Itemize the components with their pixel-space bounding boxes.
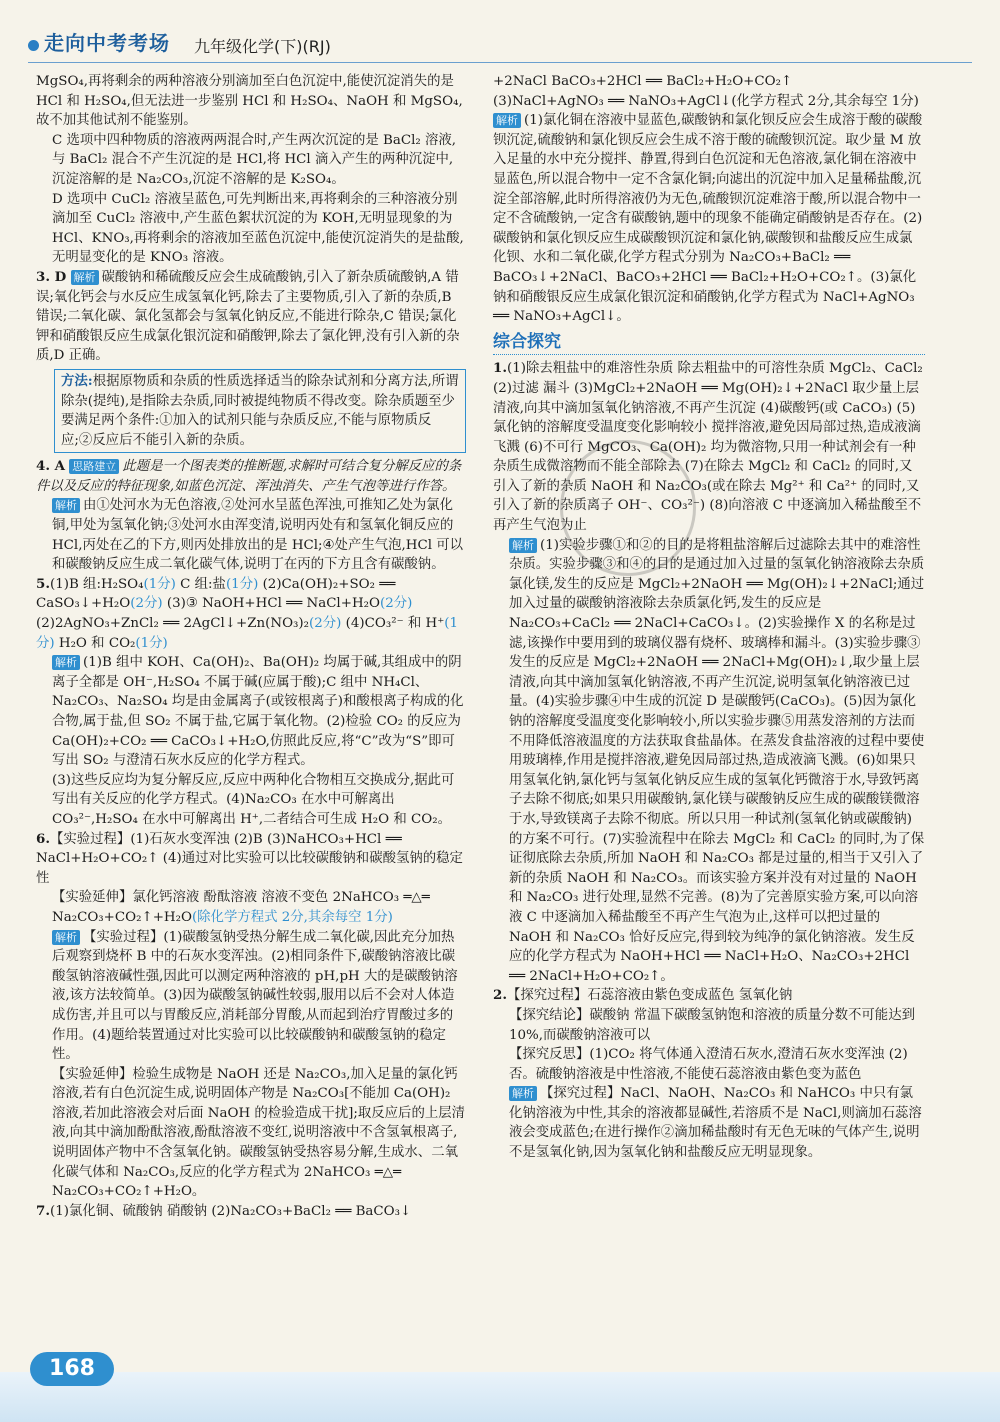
paragraph: 【实验过程】(1)石灰水变浑浊 (2)B (3)NaHCO₃+HCl ══ NaCl+H₂O+CO₂↑ (4)通过对比实验可以比较碳酸钠和碳酸氢钠的稳定性 [36,831,463,886]
analysis-tag: 解析 [52,655,80,670]
paragraph: MgSO₄,再将剩余的两种溶液分别滴加至白色沉淀中,能使沉淀消失的是 HCl 和 H₂SO₄,但无法进一步鉴别 HCl 和 H₂SO₄、NaOH 和 MgSO₄,故不加其他试剂不能鉴别。 [36,74,463,129]
paragraph: C 选项中四种物质的溶液两两混合时,产生两次沉淀的是 BaCl₂ 溶液,与 BaCl₂ 混合不产生沉淀的是 HCl,将 HCl 滴入产生的两种沉淀中,沉淀溶解的是 Na₂CO₃,沉淀不溶解的是 K₂SO₄。 [52,132,457,187]
footer-wave [0,1372,1000,1422]
answer-text: (1)B 组:H₂SO₄ [49,576,144,592]
paragraph: (1)B 组中 KOH、Ca(OH)₂、Ba(OH)₂ 均属于碱,其组成中的阴离子全都是 OH⁻,H₂SO₄ 不属于碱(应属于酸);C 组中 NH₄Cl、Na₂CO₃、Na₂SO₄ 均是由金属离子(或铵根离子)和酸根离子构成的化合物,属于盐,但 SO₂ 不属于盐,它属于氧化物。(2)检验 CO₂ 的反应为 Ca(OH)₂+CO₂ ══ CaCO₃↓+H₂O,仿照此反应,将“C”改为“S”即可写出 SO₂ 与澄清石灰水反应的化学方程式。 [52,655,464,769]
score: (除化学方程式 2分,其余每空 1分) [191,909,393,925]
paragraph: 【实验延伸】检验生成物是 NaOH 还是 Na₂CO₃,加入足量的氯化钙溶液,若有白色沉淀生成,说明固体产物是 Na₂CO₃[不能加 Ca(OH)₂ 溶液,若加此溶液会对后面 NaOH 的检验造成干扰];取反应后的上层清液,向其中滴加酚酞溶液,酚酞溶液不变红,说明溶液中不含氢氧根离子,说明固体产物中不含氢氧化钠。碳酸氢钠受热容易分解,生成水、二氧化碳气体和 Na₂CO₃,反应的化学方程式为 2NaHCO₃ ═△═ Na₂CO₃+CO₂↑+H₂O。 [52,1066,466,1200]
analysis-tag: 解析 [509,538,537,553]
question-number: 1. [493,360,507,377]
stamp-watermark-icon [560,440,696,576]
paragraph: 由①处河水为无色溶液,②处河水呈蓝色浑浊,可推知乙处为氯化铜,甲处为氢氧化钠;③处河水由浑变清,说明丙处有和氢氧化铜反应的 HCl,丙处在乙的下方,则丙处排放出的是 HCl;④处产生气泡,HCl 可以和碳酸钠反应生成二氧化碳气体,说明丁在丙的下方且含有碳酸钠。 [52,498,464,573]
score: (2分) [130,596,163,612]
analysis-tag: 解析 [52,498,80,513]
analysis [493,536,925,987]
paragraph: +2NaCl BaCO₃+2HCl ══ BaCl₂+H₂O+CO₂↑ [493,74,793,89]
right-column [493,72,925,1163]
bullet-dot-icon [28,40,39,51]
answer-text: 【实验延伸】氯化钙溶液 酚酞溶液 溶液不变色 2NaHCO₃ ═△═ Na₂CO₃+CO₂↑+H₂O [52,890,430,925]
paragraph: 碳酸钠和稀硫酸反应会生成硫酸钠,引入了新杂质硫酸钠,A 错误;氧化钙会与水反应生成氢氧化钙,除去了主要物质,引入了新的杂质,B 错误;二氧化碳、氯化氢都会与氢氧化钠反应,不能进行除杂,C 错误;氯化钾和硝酸银反应生成氯化银沉淀和硝酸钾,除去了氯化钾,没有引入新的杂质,D 正确。 [36,269,460,364]
score: (2分) [379,596,413,612]
analysis [493,1084,925,1162]
answer-text: (2)2AgNO₃+ZnCl₂ ══ 2AgCl↓+Zn(NO₃)₂ [36,616,310,632]
answer-5 [36,575,466,653]
score: (1分) [135,635,168,651]
paragraph: 【实验过程】(1)碳酸氢钠受热分解生成二氧化碳,因此充分加热后观察到烧杯 B 中的石灰水变浑浊。(2)相同条件下,碳酸钠溶液比碳酸氢钠溶液碱性强,因此可以测定两种溶液的 pH,pH 大的是碳酸钠溶液,该方法较简单。(3)因为碳酸氢钠碱性较弱,服用以后不会对人体造成伤害,并且可以与胃酸反应,消耗部分胃酸,从而起到治疗胃酸过多的作用。(4)题给装置通过对比实验可以比较碳酸钠和碳酸氢钠的稳定性。 [52,929,458,1063]
brand-title: 走向中考考场 [44,31,170,55]
answer-1 [493,359,925,535]
paragraph: 【探究结论】碳酸钠 常温下碳酸氢钠饱和溶液的质量分数不可能达到 10%,而碳酸钠溶液可以 [509,1007,915,1043]
analysis-tag: 解析 [71,270,99,285]
paragraph: 【探究过程】石蕊溶液由紫色变成蓝色 氢氧化钠 [506,988,793,1004]
question-number: 6. [36,830,50,847]
paragraph: 【探究反思】(1)CO₂ 将气体通入澄清石灰水,澄清石灰水变浑浊 (2)否。硫酸钠溶液是中性溶液,不能使石蕊溶液由紫色变为蓝色 [509,1047,908,1082]
analysis-tag: 解析 [52,930,80,945]
question-number: 7. [36,1202,50,1219]
answer-2 [493,986,925,1006]
analysis-tag: 解析 [493,113,521,128]
question-number: 4. A [36,458,66,475]
answer-7 [36,1202,466,1222]
page-number: 168 [30,1352,114,1386]
section-heading: 综合探究 [493,333,925,356]
question-number: 3. D [36,268,67,285]
analysis [493,111,925,327]
paragraph: 【探究过程】NaCl、NaOH、Na₂CO₃ 和 NaHCO₃ 中只有氯化钠溶液为中性,其余的溶液都显碱性,若溶质不是 NaCl,则滴加石蕊溶液会变成蓝色;在进行操作②滴加稀盐酸时有无色无味的气体产生,说明不是氢氧化钠,因为氢氧化钠和盐酸反应无明显现象。 [509,1086,922,1161]
paragraph: (3)这些反应均为复分解反应,反应中两种化合物相互交换成分,据此可写出有关反应的化学方程式。(4)Na₂CO₃ 在水中可解离出 CO₃²⁻,H₂SO₄ 在水中可解离出 H⁺,二者结合可生成 H₂O 和 CO₂。 [52,772,455,827]
paragraph: (1)氯化铜、硫酸钠 硝酸钠 (2)Na₂CO₃+BaCl₂ ══ BaCO₃↓ [49,1203,412,1219]
page-header [28,31,972,64]
question-number: 5. [36,575,50,592]
idea-tag: 思路建立 [69,459,119,474]
score: (1分) [36,616,459,651]
paragraph: D 选项中 CuCl₂ 溶液呈蓝色,可先判断出来,再将剩余的三种溶液分别滴加至 CuCl₂ 溶液中,产生蓝色絮状沉淀的为 KOH,无明显现象的为 HCl、KNO₃,再将剩余的溶液加至蓝色沉淀中,能使沉淀消失的是盐酸,无明显变化的是 KNO₃ 溶液。 [52,191,464,266]
method-text: 根据原物质和杂质的性质选择适当的除杂试剂和分离方法,所谓除杂(提纯),是指除去杂质,同时被提纯物质不得改变。除杂质题至少要满足两个条件:①加入的试剂只能与杂质反应,不能与原物质反应;②反应后不能引入新的杂质。 [61,373,459,448]
page-footer [0,1352,1000,1422]
paragraph: (1)除去粗盐中的难溶性杂质 除去粗盐中的可溶性杂质 MgCl₂、CaCl₂ (2)过滤 漏斗 (3)MgCl₂+2NaOH ══ Mg(OH)₂↓+2NaCl 取少量上层清液,向其中滴加氢氧化钠溶液,不再产生沉淀 (4)碳酸钙(或 CaCO₃) (5)氯化钠的溶解度受温度变化影响较小 搅拌溶液,避免因局部过热,造成液滴飞溅 (6)不可行 MgCO₃、Ca(OH)₂ 均为微溶物,只用一种试剂会有一种杂质生成微溶物而不能全部除去 (7)在除去 MgCl₂ 和 CaCl₂ 的同时,又引入了新的杂质 NaOH 和 Na₂CO₃(或在除去 Mg²⁺ 和 Ca²⁺ 的同时,又引入了新的杂质离子 OH⁻、CO₃²⁻) (8)向溶液 C 中逐滴加入稀盐酸至不再产生气泡为止 [493,361,923,534]
idea-text: 此题是一个图表类的推断题,求解时可结合复分解反应的条件以及反应的特征现象,如蓝色沉淀、浑浊消失、产生气泡等进行作答。 [36,459,462,494]
question-number: 2. [493,987,507,1004]
score: (1分) [225,576,259,592]
paragraph: (1)氯化铜在溶液中显蓝色,碳酸钠和氯化钡反应会生成溶于酸的碳酸钡沉淀,硫酸钠和氯化钡反应会生成不溶于酸的硫酸钡沉淀。取少量 M 放入足量的水中充分搅拌、静置,得到白色沉淀和无色溶液,氯化铜在溶液中显蓝色,所以混合物中一定不含氯化铜;向滤出的沉淀中加入足量稀盐酸,沉淀全部溶解,此时所得溶液仍为无色,硫酸钡沉淀难溶于酸,所以混合物中一定不含硫酸钠,一定含有碳酸钠,题中的现象不能确定硝酸钠是否存在。(2)碳酸钠和氯化钡反应生成碳酸钡沉淀和氯化钠,碳酸钡和盐酸反应生成氯化钡、水和二氧化碳,化学方程式分别为 Na₂CO₃+BaCl₂ ══ BaCO₃↓+2NaCl、BaCO₃+2HCl ══ BaCl₂+H₂O+CO₂↑。(3)氯化钠和硝酸银反应生成氯化银沉淀和硝酸钠,化学方程式为 NaCl+AgNO₃ ══ NaNO₃+AgCl↓。 [493,113,923,325]
paragraph: (3)NaCl+AgNO₃ ══ NaNO₃+AgCl↓(化学方程式 2分,其余每空 1分) [493,93,919,109]
analysis [36,928,466,1065]
method-box [54,369,466,453]
left-column [36,72,466,1221]
answer-text: (4)CO₃²⁻ 和 H⁺ [345,616,445,632]
paragraph: (1)实验步骤①和②的目的是将粗盐溶解后过滤除去其中的难溶性杂质。实验步骤③和④的目的是通过加入过量的氢氧化钠溶液除去杂质氯化镁,发生的反应是 MgCl₂+2NaOH ══ Mg(OH)₂↓+2NaCl;通过加入过量的碳酸钠溶液除去杂质氯化钙,发生的反应是 Na₂CO₃+CaCl₂ ══ 2NaCl+CaCO₃↓。(2)实验操作 X 的名称是过滤,该操作中要用到的玻璃仪器有烧杯、玻璃棒和漏斗。(3)实验步骤③发生的反应是 MgCl₂+2NaOH ══ 2NaCl+Mg(OH)₂↓,取少量上层清液,向其中滴加氢氧化钠溶液,不再产生沉淀,说明氢氧化钠溶液已过量。(4)实验步骤④中生成的沉淀 D 是碳酸钙(CaCO₃)。(5)因为氯化钠的溶解度受温度变化影响较小,所以实验步骤⑤用蒸发溶剂的方法而不用降低溶液温度的方法获取食盐晶体。在蒸发食盐溶液的过程中要使用玻璃棒,作用是搅拌溶液,避免因局部过热,造成液滴飞溅。(6)如果只用氢氧化钠,氯化钙与氢氧化钠反应生成的氢氧化钙微溶于水,导致钙离子去除不彻底;如果只用碳酸钠,氯化镁与碳酸钠反应生成的碳酸镁微溶于水,导致镁离子去除不彻底。所以只用一种试剂(氢氧化钠或碳酸钠)的方案不可行。(7)实验流程中在除去 MgCl₂ 和 CaCl₂ 的同时,为了保证彻底除去杂质,所加 NaOH 和 Na₂CO₃ 都是过量的,相当于又引入了新的杂质 NaOH 和 Na₂CO₃。而该实验方案并没有对过量的 NaOH 和 Na₂CO₃ 进行处理,显然不完善。(8)为了完善原实验方案,可以向溶液 C 中逐滴加入稀盐酸至不再产生气泡为止,这样可以把过量的 NaOH 和 Na₂CO₃ 恰好反应完,得到较为纯净的氯化钠溶液。发生反应的化学方程式为 NaOH+HCl ══ NaCl+H₂O、Na₂CO₃+2HCl ══ 2NaCl+H₂O+CO₂↑。 [509,537,925,984]
method-label: 方法: [61,372,93,389]
analysis [36,653,466,771]
analysis [36,496,466,574]
score: (2分) [309,616,342,632]
answer-4 [36,457,466,496]
answer-text: H₂O 和 CO₂ [58,635,136,651]
answer-text: C 组:盐 [180,576,226,592]
answer-6 [36,830,466,889]
paragraph [36,888,466,927]
score: (1分) [143,576,176,592]
answer-text: (3)③ NaOH+HCl ══ NaCl+H₂O [166,596,380,612]
answer-3 [36,268,466,366]
subject-title: 九年级化学(下)(RJ) [194,37,331,56]
answer-text: (2)Ca(OH)₂+SO₂ ══ CaSO₃↓+H₂O [36,576,396,612]
header-rule [28,62,972,63]
analysis-tag: 解析 [509,1086,537,1101]
